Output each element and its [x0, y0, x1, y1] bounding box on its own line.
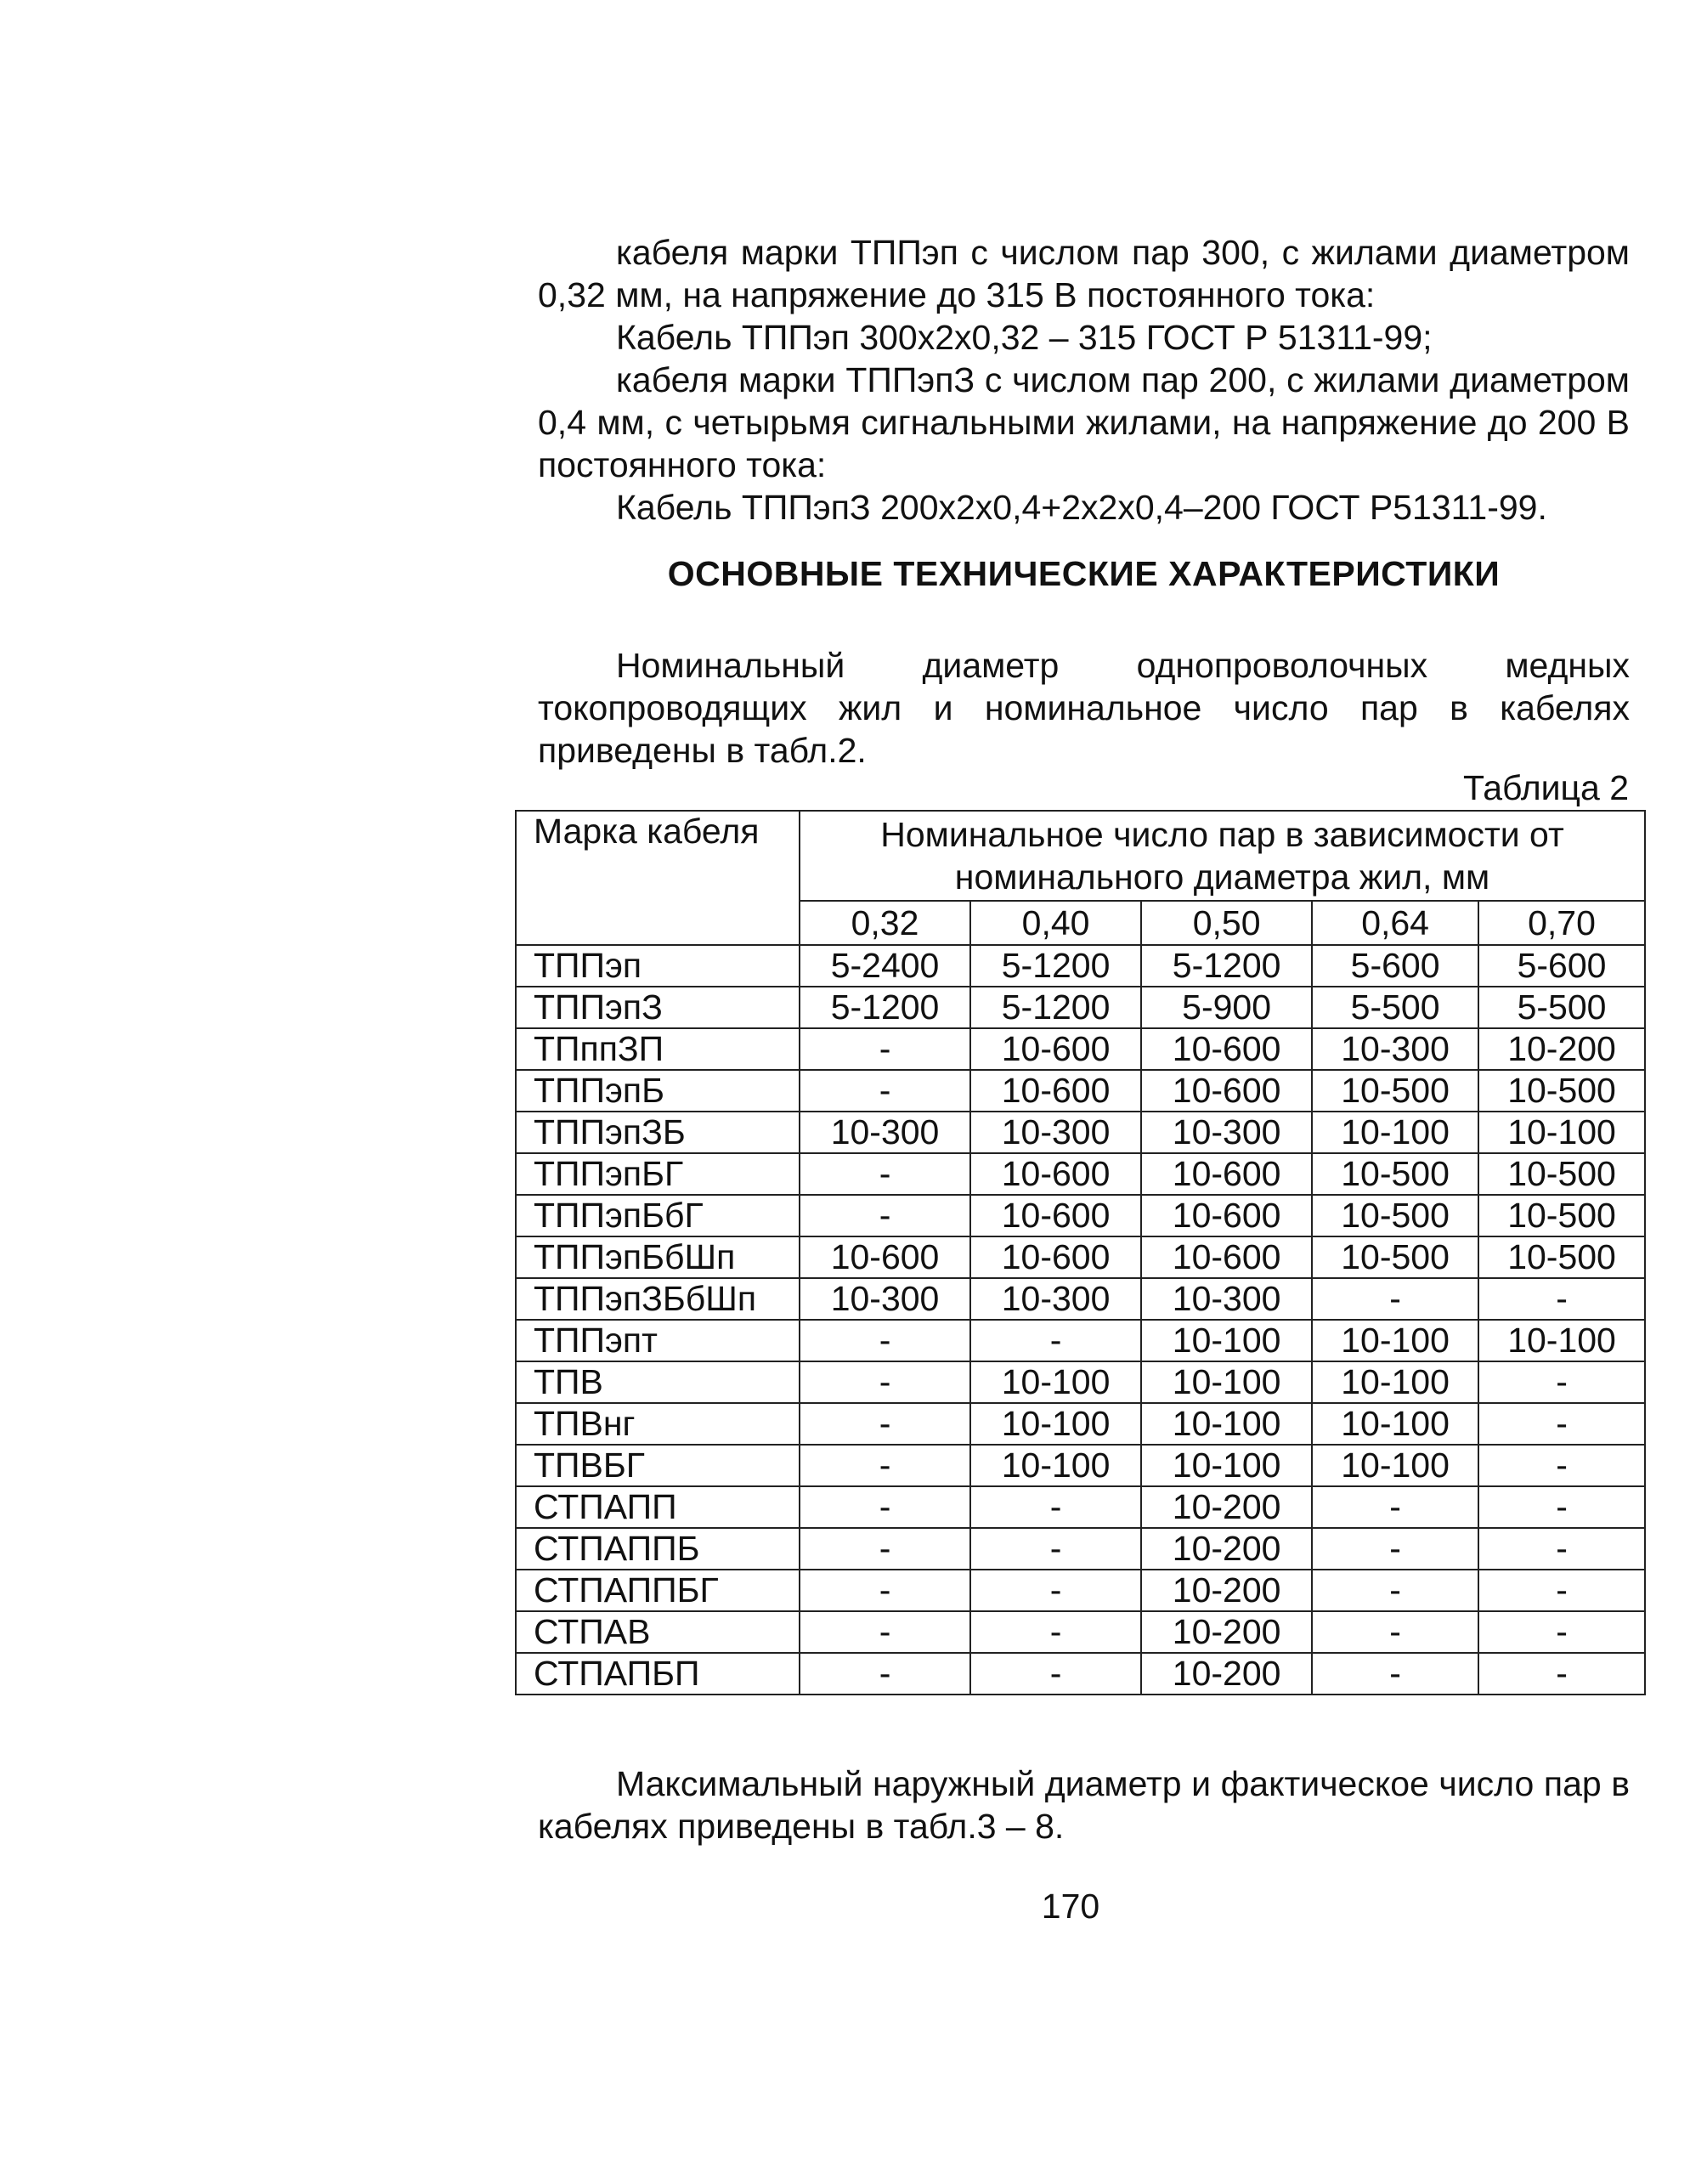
pair-range-cell: 10-600	[1141, 1028, 1312, 1070]
pair-range-cell: -	[1312, 1611, 1478, 1653]
pair-range-cell: -	[970, 1486, 1141, 1528]
pair-range-cell: -	[800, 1153, 970, 1195]
cable-brand-cell: ТППэпЗБ	[516, 1112, 800, 1153]
cable-brand-cell: ТППэпБГ	[516, 1153, 800, 1195]
table-row	[516, 1028, 1645, 1070]
pair-range-cell: 10-300	[970, 1278, 1141, 1320]
cable-brand-cell: ТППэпЗБбШп	[516, 1278, 800, 1320]
diameter-header: 0,40	[970, 901, 1141, 945]
pair-range-cell: 5-900	[1141, 987, 1312, 1028]
pairs-group-header: Номинальное число пар в зависимости от номинального диаметра жил, мм	[800, 811, 1645, 901]
pair-range-cell: -	[970, 1528, 1141, 1570]
pair-range-cell: 10-300	[800, 1278, 970, 1320]
pair-range-cell: 10-100	[1312, 1320, 1478, 1361]
section-heading: ОСНОВНЫЕ ТЕХНИЧЕСКИЕ ХАРАКТЕРИСТИКИ	[667, 554, 1501, 593]
pair-range-cell: -	[1312, 1570, 1478, 1611]
pair-range-cell: -	[800, 1611, 970, 1653]
lead-text	[538, 644, 1630, 772]
cable-brand-cell: ТППэпБ	[516, 1070, 800, 1112]
pair-range-cell: -	[1478, 1528, 1645, 1570]
pair-range-cell: 10-300	[1141, 1112, 1312, 1153]
table-row	[516, 1361, 1645, 1403]
pair-range-cell: 5-1200	[800, 987, 970, 1028]
pair-range-cell: 10-500	[1478, 1153, 1645, 1195]
cable-brand-cell: ТППэпЗ	[516, 987, 800, 1028]
cable-designation-example: Кабель ТППэп 300х2х0,32 – 315 ГОСТ Р 51311-99;	[616, 318, 1433, 357]
cable-brand-cell: СТПАПП	[516, 1486, 800, 1528]
diameter-header: 0,70	[1478, 901, 1645, 945]
table-row	[516, 1195, 1645, 1236]
pair-range-cell: 10-100	[970, 1361, 1141, 1403]
table-row	[516, 1112, 1645, 1153]
table-row	[516, 1070, 1645, 1112]
intro-text	[538, 231, 1630, 529]
pair-range-cell: 10-600	[1141, 1195, 1312, 1236]
lead-paragraph: Номинальный диаметр однопроволочных медных токопроводящих жил и номинальное число пар в кабелях приведены в табл.2.	[538, 646, 1630, 770]
pair-range-cell: 10-600	[1141, 1153, 1312, 1195]
table-row	[516, 1528, 1645, 1570]
pair-range-cell: 5-1200	[1141, 945, 1312, 987]
table-row	[516, 1278, 1645, 1320]
table-row	[516, 1653, 1645, 1695]
pair-range-cell: -	[1478, 1486, 1645, 1528]
pair-range-cell: 5-600	[1312, 945, 1478, 987]
cable-brand-cell: СТПАППБ	[516, 1528, 800, 1570]
pair-range-cell: 10-100	[1141, 1445, 1312, 1486]
pair-range-cell: 10-500	[1312, 1236, 1478, 1278]
pair-range-cell: -	[970, 1320, 1141, 1361]
pair-range-cell: 10-500	[1312, 1070, 1478, 1112]
pair-range-cell: 5-500	[1478, 987, 1645, 1028]
pair-range-cell: 10-100	[1141, 1361, 1312, 1403]
pair-range-cell: 10-300	[1312, 1028, 1478, 1070]
table-body	[516, 945, 1645, 1695]
intro-paragraph: кабеля марки ТППэпЗ с числом пар 200, с жилами диаметром 0,4 мм, с четырьмя сигнальными жилами, на напряжение до 200 В постоянного тока:	[538, 360, 1630, 484]
pair-range-cell: 10-200	[1141, 1486, 1312, 1528]
intro-paragraph: кабеля марки ТППэп с числом пар 300, с жилами диаметром 0,32 мм, на напряжение до 315 В постоянного тока:	[538, 233, 1630, 314]
pair-range-cell: 10-500	[1478, 1195, 1645, 1236]
pair-range-cell: 10-100	[1312, 1445, 1478, 1486]
pair-range-cell: -	[800, 1486, 970, 1528]
page-number: 170	[1041, 1887, 1100, 1926]
pair-range-cell: 10-500	[1478, 1236, 1645, 1278]
diameter-header: 0,32	[800, 901, 970, 945]
pair-range-cell: 10-600	[800, 1236, 970, 1278]
table-row	[516, 987, 1645, 1028]
pair-range-cell: 10-100	[970, 1403, 1141, 1445]
pair-range-cell: -	[1312, 1486, 1478, 1528]
cable-brand-cell: ТППэп	[516, 945, 800, 987]
table-row	[516, 1236, 1645, 1278]
footer-paragraph: Максимальный наружный диаметр и фактическое число пар в кабелях приведены в табл.3 – 8.	[538, 1764, 1630, 1846]
pair-range-cell: -	[1478, 1403, 1645, 1445]
cable-pairs-table	[515, 810, 1646, 1695]
pair-range-cell: 5-500	[1312, 987, 1478, 1028]
pair-range-cell: 10-200	[1141, 1653, 1312, 1695]
pair-range-cell: -	[1478, 1611, 1645, 1653]
cable-designation-example: Кабель ТППэпЗ 200х2х0,4+2х2х0,4–200 ГОСТ Р51311-99.	[616, 488, 1547, 527]
pair-range-cell: 10-100	[1478, 1320, 1645, 1361]
pair-range-cell: 10-500	[1312, 1153, 1478, 1195]
pair-range-cell: 10-100	[970, 1445, 1141, 1486]
pair-range-cell: -	[1312, 1278, 1478, 1320]
diameter-header: 0,50	[1141, 901, 1312, 945]
pair-range-cell: 10-600	[970, 1195, 1141, 1236]
pair-range-cell: -	[1478, 1361, 1645, 1403]
pair-range-cell: -	[800, 1403, 970, 1445]
cable-brand-cell: ТППэпБбШп	[516, 1236, 800, 1278]
pair-range-cell: 5-1200	[970, 987, 1141, 1028]
pair-range-cell: 5-2400	[800, 945, 970, 987]
table-row	[516, 1570, 1645, 1611]
pair-range-cell: -	[970, 1611, 1141, 1653]
cable-brand-cell: ТПВнг	[516, 1403, 800, 1445]
pair-range-cell: 10-300	[800, 1112, 970, 1153]
pair-range-cell: 10-600	[1141, 1236, 1312, 1278]
table-row	[516, 1403, 1645, 1445]
diameter-header: 0,64	[1312, 901, 1478, 945]
pair-range-cell: -	[1478, 1570, 1645, 1611]
pair-range-cell: 10-200	[1141, 1570, 1312, 1611]
footer-text	[538, 1762, 1630, 1847]
table-row	[516, 1486, 1645, 1528]
pair-range-cell: 10-600	[970, 1070, 1141, 1112]
cable-brand-cell: СТПАПБП	[516, 1653, 800, 1695]
pair-range-cell: 10-500	[1478, 1070, 1645, 1112]
pair-range-cell: -	[800, 1320, 970, 1361]
pair-range-cell: -	[800, 1361, 970, 1403]
pair-range-cell: 10-100	[1312, 1361, 1478, 1403]
cable-brand-cell: СТПАВ	[516, 1611, 800, 1653]
table-header-row	[516, 811, 1645, 901]
table-row	[516, 1611, 1645, 1653]
pair-range-cell: -	[1312, 1653, 1478, 1695]
pair-range-cell: 10-600	[1141, 1070, 1312, 1112]
pair-range-cell: 10-600	[970, 1236, 1141, 1278]
pair-range-cell: -	[1478, 1653, 1645, 1695]
pair-range-cell: 10-300	[970, 1112, 1141, 1153]
pair-range-cell: 10-200	[1141, 1611, 1312, 1653]
pair-range-cell: -	[800, 1653, 970, 1695]
pair-range-cell: -	[1478, 1445, 1645, 1486]
pair-range-cell: -	[1478, 1278, 1645, 1320]
pair-range-cell: 10-100	[1312, 1403, 1478, 1445]
pair-range-cell: -	[800, 1070, 970, 1112]
pair-range-cell: -	[800, 1028, 970, 1070]
pair-range-cell: 10-600	[970, 1028, 1141, 1070]
pair-range-cell: -	[800, 1195, 970, 1236]
table-row	[516, 1445, 1645, 1486]
cable-brand-cell: ТППэпБбГ	[516, 1195, 800, 1236]
pair-range-cell: 10-200	[1141, 1528, 1312, 1570]
cable-brand-cell: ТПВБГ	[516, 1445, 800, 1486]
cable-brand-cell: ТППэпт	[516, 1320, 800, 1361]
pair-range-cell: 10-100	[1141, 1403, 1312, 1445]
pair-range-cell: 10-200	[1478, 1028, 1645, 1070]
cable-brand-cell: СТПАППБГ	[516, 1570, 800, 1611]
pair-range-cell: -	[800, 1445, 970, 1486]
pair-range-cell: -	[1312, 1528, 1478, 1570]
pair-range-cell: -	[970, 1570, 1141, 1611]
table-row	[516, 1153, 1645, 1195]
table-caption: Таблица 2	[1463, 768, 1629, 807]
brand-column-header: Марка кабеля	[516, 811, 800, 945]
pair-range-cell: -	[970, 1653, 1141, 1695]
cable-brand-cell: ТПппЗП	[516, 1028, 800, 1070]
pair-range-cell: 10-100	[1141, 1320, 1312, 1361]
pair-range-cell: -	[800, 1570, 970, 1611]
pair-range-cell: 10-100	[1478, 1112, 1645, 1153]
pair-range-cell: 10-100	[1312, 1112, 1478, 1153]
pair-range-cell: 5-1200	[970, 945, 1141, 987]
pair-range-cell: 5-600	[1478, 945, 1645, 987]
pair-range-cell: -	[800, 1528, 970, 1570]
pair-range-cell: 10-500	[1312, 1195, 1478, 1236]
pair-range-cell: 10-600	[970, 1153, 1141, 1195]
cable-brand-cell: ТПВ	[516, 1361, 800, 1403]
table-row	[516, 1320, 1645, 1361]
pair-range-cell: 10-300	[1141, 1278, 1312, 1320]
table-row	[516, 945, 1645, 987]
